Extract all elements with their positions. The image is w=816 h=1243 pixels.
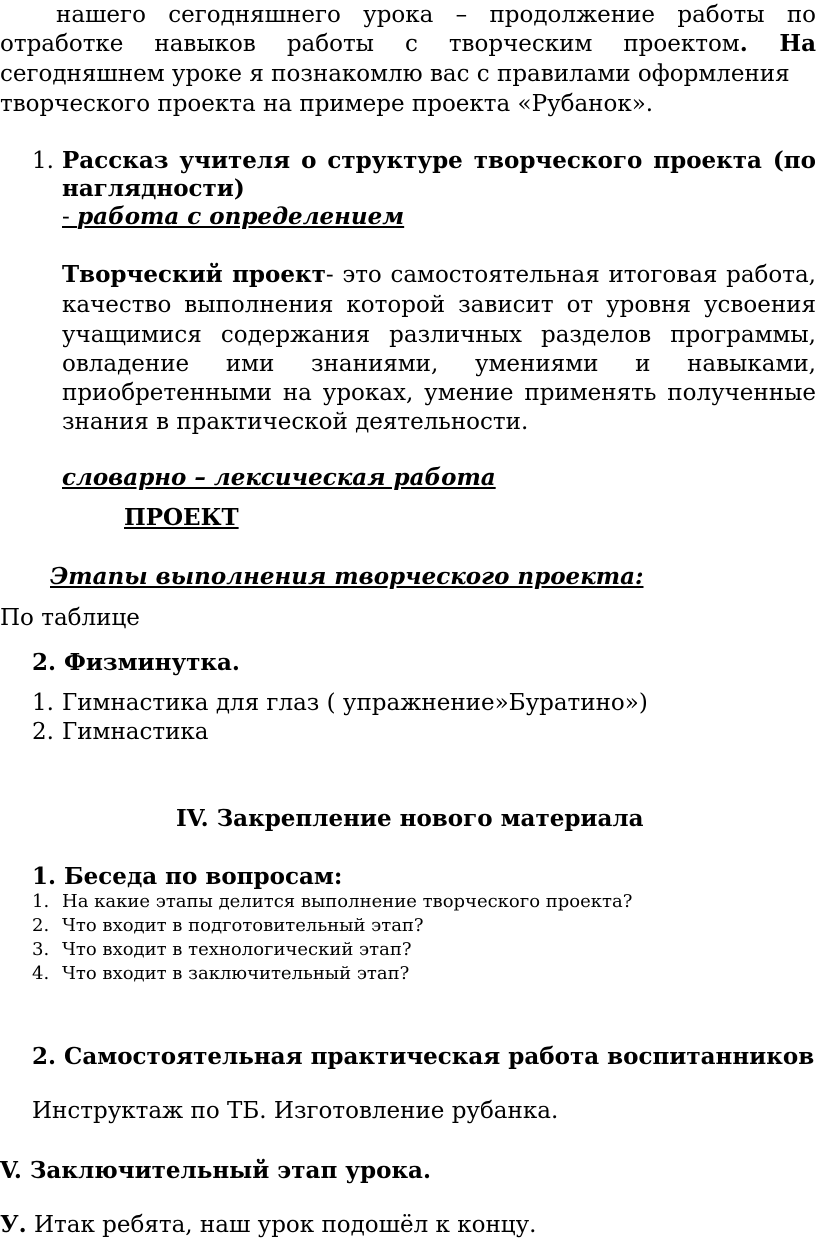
section2-title: 2. Физминутка.	[32, 649, 240, 676]
stages-by-table: По таблице	[0, 605, 140, 631]
practical-work-title: 2. Самостоятельная практическая работа воспитанников	[32, 1043, 815, 1070]
definition-line-3: учащимися содержания различных разделов программы,	[62, 322, 816, 348]
questions-title: 1. Беседа по вопросам:	[32, 863, 343, 890]
intro-line-3: сегодняшнем уроке я познакомлю вас с правилами оформления	[0, 61, 790, 87]
question-item-3: 3. Что входит в технологический этап?	[32, 939, 412, 960]
section2-item-1: 1. Гимнастика для глаз ( упражнение»Буратино»)	[32, 690, 648, 716]
section1-number: 1.	[32, 148, 54, 174]
question-item-2: 2. Что входит в подготовительный этап?	[32, 915, 424, 936]
question-item-1: 1. На какие этапы делится выполнение творческого проекта?	[32, 891, 633, 912]
vocab-word: ПРОЕКТ	[124, 504, 239, 531]
definition-term: Творческий проект	[62, 261, 326, 288]
section-v-title: V. Заключительный этап урока.	[0, 1157, 431, 1184]
practical-work-text: Инструктаж по ТБ. Изготовление рубанка.	[32, 1098, 559, 1124]
definition-line-1: Творческий проект- это самостоятельная итоговая работа,	[62, 261, 816, 288]
stages-title: Этапы выполнения творческого проекта:	[50, 563, 644, 590]
section1-subtitle: - работа с определением	[62, 203, 405, 230]
speaker-label: У.	[0, 1211, 27, 1238]
definition-line-4: овладение ими знаниями, умениями и навыками,	[62, 351, 816, 377]
intro-line-4: творческого проекта на примере проекта «Рубанок».	[0, 91, 654, 117]
definition-line-5: приобретенными на уроках, умение применять полученные	[62, 380, 816, 406]
section-iv-title: IV. Закрепление нового материала	[176, 805, 644, 832]
section2-item-2: 2. Гимнастика	[32, 719, 209, 745]
question-item-4: 4. Что входит в заключительный этап?	[32, 963, 410, 984]
vocab-label: словарно – лексическая работа	[62, 464, 496, 491]
intro-line-2: отработке навыков работы с творческим проектом. На	[0, 30, 816, 57]
definition-line-6: знания в практической деятельности.	[62, 409, 529, 435]
intro-line-1: нашего сегодняшнего урока – продолжение работы по	[56, 2, 816, 28]
section1-title-line2: наглядности)	[62, 175, 245, 202]
section1-title-line1: Рассказ учителя о структуре творческого проекта (по	[62, 147, 816, 174]
definition-line-2: качество выполнения которой зависит от уровня усвоения	[62, 292, 816, 318]
closing-line: У. Итак ребята, наш урок подошёл к концу.	[0, 1211, 537, 1238]
